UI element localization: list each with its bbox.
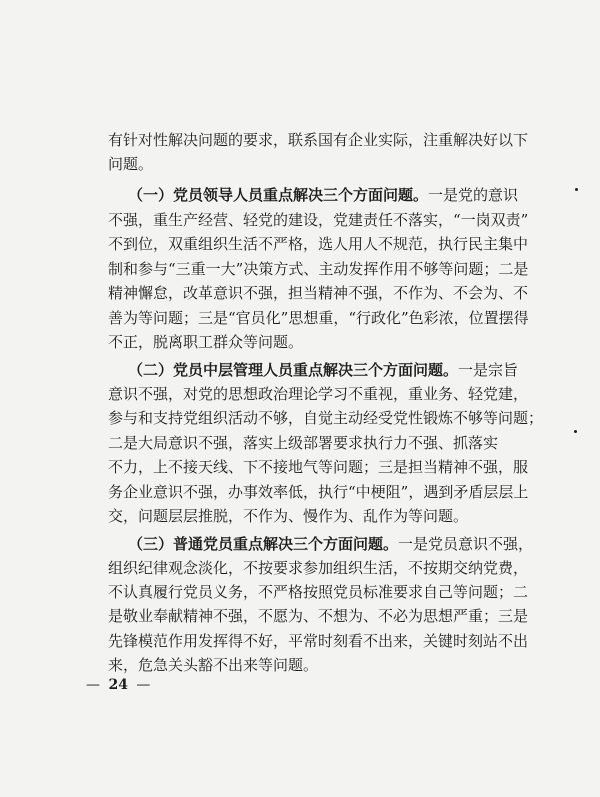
section-heading: （一）党员领导人员重点解决三个方面问题。 xyxy=(128,186,429,204)
line-text: 不强，重生产经营、轻党的建设，党建责任不落实，“一岗双责” xyxy=(108,211,529,229)
text-line xyxy=(108,407,544,429)
text-line xyxy=(108,383,529,405)
line-text: 交，问题层层推脱，不作为、慢作为、乱作为等问题。 xyxy=(108,507,469,525)
text-line xyxy=(108,605,529,627)
line-text: 不正，脱离职工群众等问题。 xyxy=(108,333,304,351)
text-line xyxy=(108,432,508,454)
text-line xyxy=(108,282,529,304)
text-line xyxy=(108,153,508,175)
text-line xyxy=(128,533,534,555)
page-footer xyxy=(86,675,150,695)
text-line xyxy=(108,481,529,503)
text-line xyxy=(108,630,529,652)
section-heading: （三）普通党员重点解决三个方面问题。 xyxy=(128,535,399,553)
line-text: 不到位，双重组织生活不严格，选人用人不规范，执行民主集中 xyxy=(108,235,529,253)
line-text: 善为等问题；三是“官员化”思想重，“行政化”色彩浓，位置摆得 xyxy=(108,309,529,327)
text-line xyxy=(108,581,529,603)
line-text: 不力，上不接天线、下不接地气等问题；三是担当精神不强，服 xyxy=(108,458,529,476)
line-text: 参与和支持党组织活动不够，自觉主动经受党性锻炼不够等问题； xyxy=(108,409,544,427)
scan-speck xyxy=(574,430,577,433)
line-text: 先锋模范作用发挥得不好，平常时刻看不出来，关键时刻站不出 xyxy=(108,632,529,650)
line-text: 问题。 xyxy=(108,155,154,173)
footer-dash-left: — xyxy=(86,677,100,693)
text-line xyxy=(108,557,529,579)
text-line xyxy=(108,505,508,527)
text-line xyxy=(108,456,529,478)
line-text: 一是党的意识 xyxy=(428,186,519,204)
line-text: 是敬业奉献精神不强，不愿为、不想为、不必为思想严重；三是 xyxy=(108,607,529,625)
text-line xyxy=(108,258,529,280)
text-line xyxy=(108,233,529,255)
line-text: 一是宗旨 xyxy=(458,361,519,379)
text-line xyxy=(108,307,529,329)
footer-dash-right: — xyxy=(136,677,151,693)
text-line xyxy=(108,654,508,676)
line-text: 来，危急关头豁不出来等问题。 xyxy=(108,656,319,674)
text-line xyxy=(128,359,528,381)
line-text: 一是党员意识不强， xyxy=(398,535,534,553)
scan-speck xyxy=(575,188,578,191)
section-heading: （二）党员中层管理人员重点解决三个方面问题。 xyxy=(128,361,459,379)
line-text: 务企业意识不强，办事效率低，执行“中梗阻”，遇到矛盾层层上 xyxy=(108,483,529,501)
page-number: 24 xyxy=(108,677,128,693)
text-line xyxy=(108,331,508,353)
line-text: 组织纪律观念淡化，不按要求参加组织生活，不按期交纳党费， xyxy=(108,559,529,577)
line-text: 二是大局意识不强，落实上级部署要求执行力不强、抓落实 xyxy=(108,434,499,452)
line-text: 不认真履行党员义务，不严格按照党员标准要求自己等问题；二 xyxy=(108,583,529,601)
text-line xyxy=(108,129,529,151)
text-line xyxy=(128,184,528,206)
line-text: 精神懈怠，改革意识不强，担当精神不强，不作为、不会为、不 xyxy=(108,284,529,302)
line-text: 制和参与“三重一大”决策方式、主动发挥作用不够等问题；二是 xyxy=(108,260,529,278)
line-text: 有针对性解决问题的要求，联系国有企业实际，注重解决好以下 xyxy=(108,131,529,149)
text-line xyxy=(108,209,529,231)
line-text: 意识不强，对党的思想政治理论学习不重视，重业务、轻党建， xyxy=(108,385,529,403)
